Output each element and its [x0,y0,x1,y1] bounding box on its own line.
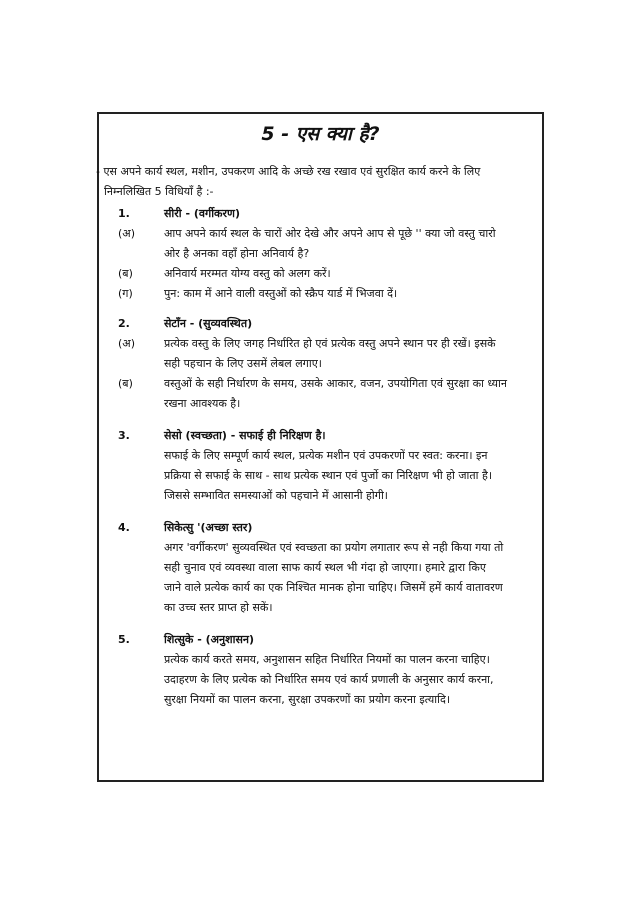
paragraph-line: प्रत्येक कार्य करते समय, अनुशासन सहित निर्धारित नियमों का पालन करना चाहिए। [164,653,490,666]
section-paragraph [164,538,538,618]
item-line: अनिवार्य मरम्मत योग्य वस्तु को अलग करें। [164,267,331,280]
section-title: सीरी - (वर्गीकरण) [164,207,240,220]
item-marker: (अ) [118,227,135,240]
paragraph-line: जाने वाले प्रत्येक कार्य का एक निश्चित मानक होना चाहिए। जिसमें हमें कार्य वातावरण [164,581,503,594]
paragraph-line: जिससे सम्भावित समस्याओं को पहचाने में आसानी होगी। [164,489,388,502]
intro-paragraph [96,162,540,202]
paragraph-line: का उच्च स्तर प्राप्त हो सकें। [164,601,273,614]
list-item [118,224,538,264]
section-heading [118,426,538,446]
section-2 [118,314,538,414]
paragraph-line: प्रक्रिया से सफाई के साथ - साथ प्रत्येक स्थान एवं पुर्जो का निरिक्षण भी हो जाता है। [164,469,493,482]
paragraph-line: सुरक्षा नियमों का पालन करना, सुरक्षा उपकरणों का प्रयोग करना इत्यादि। [164,693,451,706]
section-4 [118,518,538,618]
item-marker: (ब) [118,377,133,390]
page-title: 5 - एस क्या है? [261,123,380,145]
section-number: 5. [118,633,130,646]
section-title: सिकेत्सु '(अच्छा स्तर) [164,521,253,534]
section-3 [118,426,538,506]
section-1 [118,204,538,304]
section-paragraph [164,650,538,710]
section-title: शित्सुके - (अनुशासन) [164,633,255,646]
item-line: सही पहचान के लिए उसमें लेबल लगाए। [164,357,322,370]
list-item [118,374,538,414]
item-line: वस्तुओं के सही निर्धारण के समय, उसके आकार, वजन, उपयोगिता एवं सुरक्षा का ध्यान [164,377,507,390]
section-paragraph [164,446,538,506]
paragraph-line: सही चुनाव एवं व्यवस्था वाला साफ कार्य स्थल भी गंदा हो जाएगा। हमारे द्वारा किए [164,561,486,574]
section-heading [118,204,538,224]
list-item [118,264,538,284]
item-line: प्रत्येक वस्तु के लिए जगह निर्धारित हो एवं प्रत्येक वस्तु अपने स्थान पर ही रखें। इसके [164,337,496,350]
section-number: 2. [118,317,130,330]
section-heading [118,518,538,538]
section-title: सेटाँन - (सुव्यवस्थित) [164,317,253,330]
section-number: 1. [118,207,130,220]
section-heading [118,630,538,650]
paragraph-line: उदाहरण के लिए प्रत्येक को निर्धारित समय एवं कार्य प्रणाली के अनुसार कार्य करना, [164,673,494,686]
list-item [118,284,538,304]
item-marker: (अ) [118,337,135,350]
section-title: सेसो (स्वच्छता) - सफाई ही निरिक्षण है। [164,429,326,442]
item-marker: (ब) [118,267,133,280]
list-item [118,334,538,374]
item-line: ओर है अनका वहाँ होना अनिवार्य है? [164,247,310,260]
section-number: 4. [118,521,130,534]
item-line: पुन: काम में आने वाली वस्तुओं को स्क्रैप यार्ड में भिजवा दें। [164,287,398,300]
intro-line: निम्नलिखित 5 विधियाँ है :- [104,185,214,198]
item-line: रखना आवश्यक है। [164,397,241,410]
paragraph-line: अगर 'वर्गीकरण' सुव्यवस्थित एवं स्वच्छता का प्रयोग लगातार रूप से नही किया गया तो [164,541,504,554]
item-marker: (ग) [118,287,133,300]
section-number: 3. [118,429,130,442]
section-5 [118,630,538,710]
intro-line: - एस अपने कार्य स्थल, मशीन, उपकरण आदि के अच्छे रख रखाव एवं सुरक्षित कार्य करने के लिए [96,165,481,178]
item-line: आप अपने कार्य स्थल के चारों ओर देखे और अपने आप से पूछे '' क्या जो वस्तु चारो [164,227,496,240]
paragraph-line: सफाई के लिए सम्पूर्ण कार्य स्थल, प्रत्येक मशीन एवं उपकरणों पर स्वत: करना। इन [164,449,488,462]
section-heading [118,314,538,334]
